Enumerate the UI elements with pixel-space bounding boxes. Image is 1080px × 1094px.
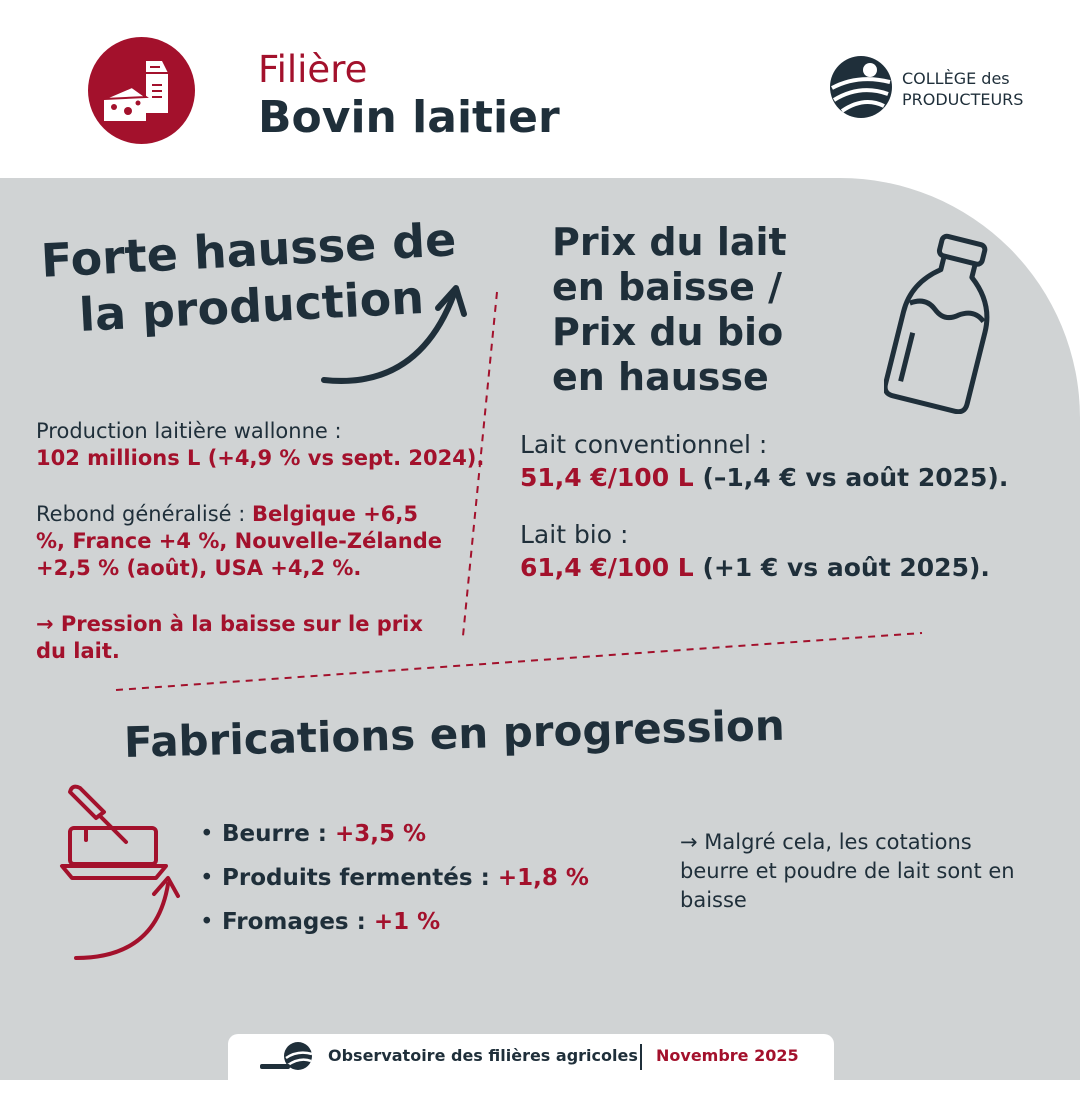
production-heading-line1: Forte hausse de (39, 212, 458, 288)
organic-milk-label: Lait bio : (520, 520, 629, 549)
conventional-milk-price (520, 461, 1008, 494)
prices-heading-line2: en baisse / (552, 265, 783, 309)
vertical-divider (463, 292, 497, 636)
rebound-value1: Belgique +6,5 (252, 502, 419, 526)
prices-heading-line1: Prix du lait (552, 220, 787, 264)
conventional-milk-change: (–1,4 € vs août 2025). (693, 463, 1009, 492)
prices-heading-line4: en hausse (552, 355, 769, 399)
milk-bottle-icon (884, 232, 1004, 414)
list-item: • Produits fermentés : +1,8 % (200, 865, 589, 891)
college-name-line2: PRODUCTEURS (902, 90, 1024, 109)
prices-heading (552, 220, 787, 400)
pressure-conclusion-line2: du lait. (36, 639, 120, 663)
organic-milk-price (520, 551, 990, 584)
rebound-value2: %, France +4 %, Nouvelle-Zélande (36, 529, 442, 553)
prices-heading-line3: Prix du bio (552, 310, 784, 354)
fabrications-list (200, 818, 589, 950)
sector-label: Filière (258, 48, 368, 91)
organic-milk-value: 61,4 €/100 L (520, 553, 694, 582)
rebound-label: Rebond généralisé : (36, 502, 252, 526)
list-item: • Beurre : +3,5 % (200, 821, 427, 847)
item-value: +1 % (373, 909, 441, 935)
footer-date: Novembre 2025 (656, 1046, 799, 1065)
page-title: Bovin laitier (258, 92, 560, 143)
butter-dish-icon (56, 782, 186, 968)
item-label: Fromages : (222, 909, 374, 935)
list-item: • Fromages : +1 % (200, 909, 441, 935)
organic-milk-change: (+1 € vs août 2025). (693, 553, 990, 582)
pressure-conclusion-line1: → Pression à la baisse sur le prix (36, 612, 423, 636)
footer-title: Observatoire des filières agricoles (328, 1046, 638, 1065)
item-label: Beurre : (222, 821, 336, 847)
conventional-milk-value: 51,4 €/100 L (520, 463, 694, 492)
rebound-value3: +2,5 % (août), USA +4,2 %. (36, 556, 362, 580)
college-name-line1: COLLÈGE des (902, 69, 1010, 88)
horizontal-divider (116, 633, 922, 690)
production-heading-line2: la production (77, 269, 426, 342)
item-value: +3,5 % (335, 821, 427, 847)
conventional-milk-label: Lait conventionnel : (520, 430, 768, 459)
fabrications-heading: Fabrications en progression (123, 700, 786, 767)
footer-separator (640, 1044, 642, 1070)
production-walloon-value: 102 millions L (+4,9 % vs sept. 2024). (36, 446, 485, 470)
production-walloon-label: Production laitière wallonne : (36, 419, 342, 443)
footer (228, 1034, 834, 1094)
observatory-logo-icon (258, 1040, 318, 1076)
item-value: +1,8 % (497, 865, 589, 891)
item-label: Produits fermentés : (222, 865, 498, 891)
quotations-note: → Malgré cela, les cotations beurre et poudre de lait sont en baisse (680, 830, 1015, 912)
